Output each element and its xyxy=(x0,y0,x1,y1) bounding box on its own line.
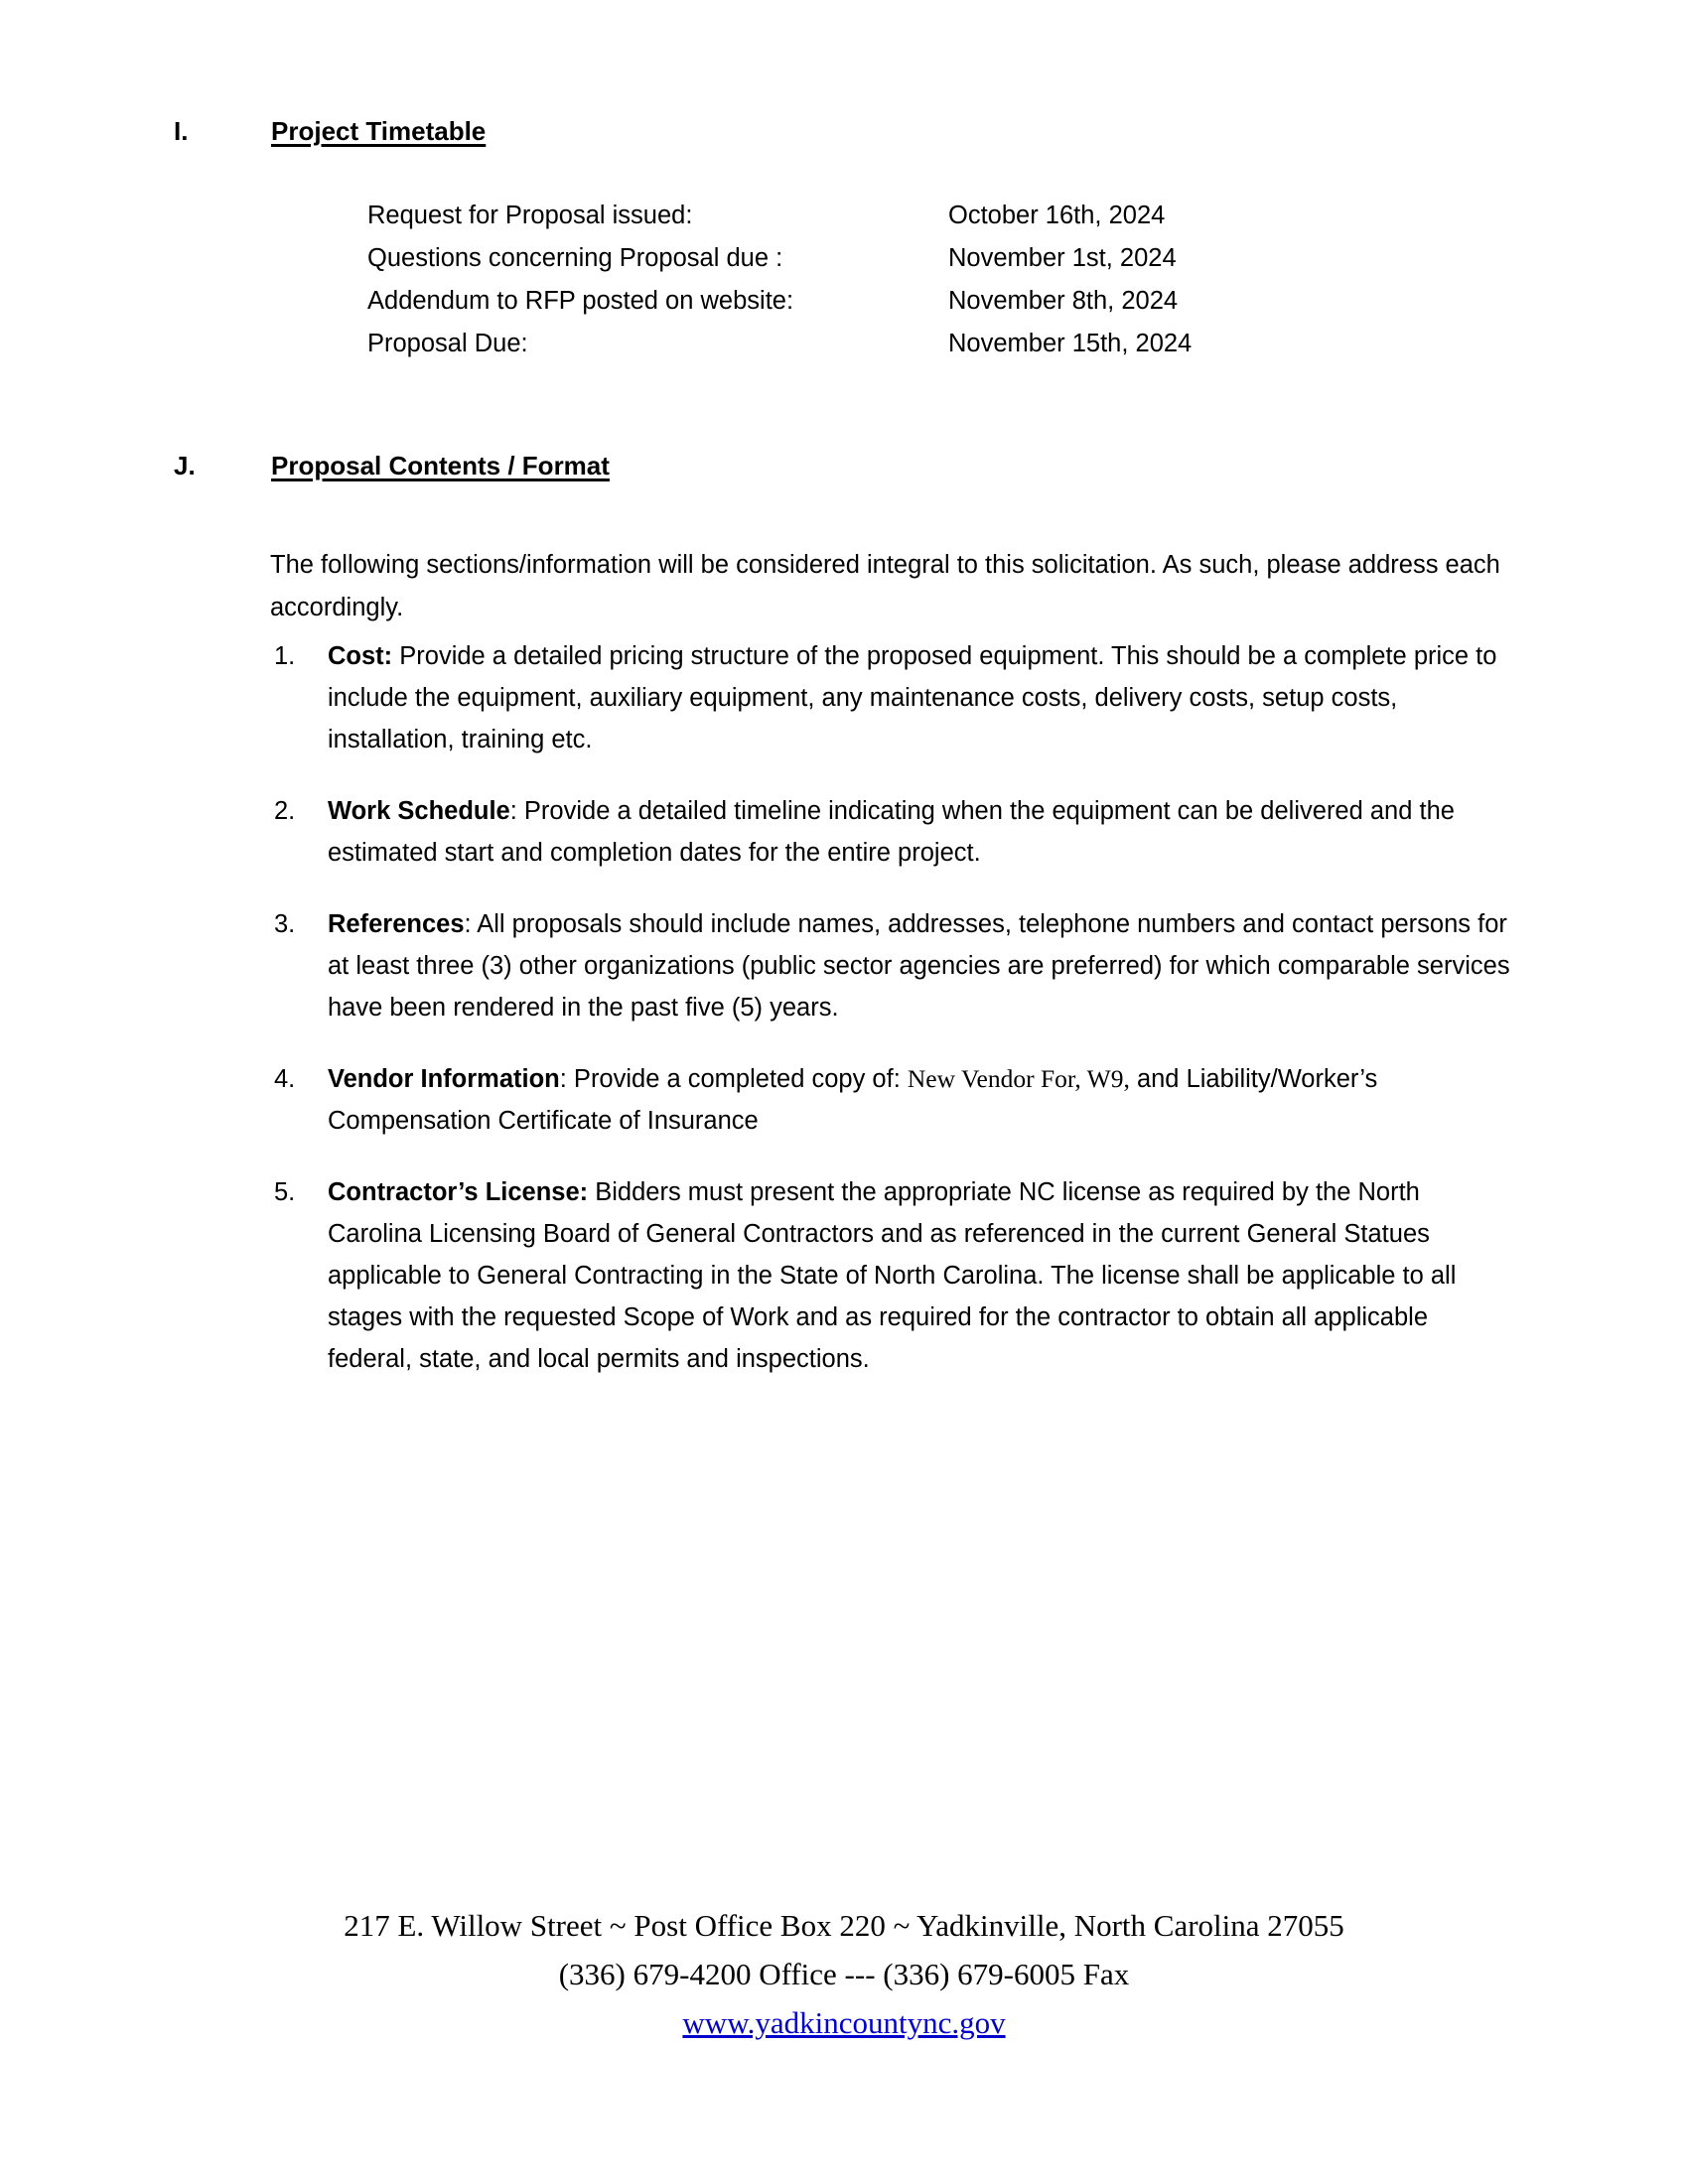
list-item-term: Work Schedule xyxy=(328,797,510,825)
proposal-contents-list xyxy=(270,635,1516,1380)
list-item-term: Contractor’s License: xyxy=(328,1178,589,1206)
section-title: Project Timetable xyxy=(271,116,487,146)
list-item-serif-run: New Vendor For, W9, xyxy=(907,1064,1130,1093)
timetable-date: November 8th, 2024 xyxy=(948,287,1179,315)
timetable-date: November 1st, 2024 xyxy=(948,244,1177,272)
timetable-date: November 15th, 2024 xyxy=(948,330,1193,357)
timetable-label: Proposal Due: xyxy=(367,330,528,357)
section-heading-project-timetable xyxy=(174,117,486,146)
timetable-label: Addendum to RFP posted on website: xyxy=(367,287,794,315)
list-item-body: : Provide a completed copy of: xyxy=(559,1065,908,1093)
section-title: Proposal Contents / Format xyxy=(271,451,610,480)
proposal-contents-intro: The following sections/information will be considered integral to this solicitation. As such, please address each accordingly. xyxy=(270,550,1500,621)
footer-phone: (336) 679-4200 Office --- (336) 679-6005 Fax xyxy=(558,1957,1130,1991)
section-heading-proposal-contents xyxy=(174,452,610,480)
list-item-body: : All proposals should include names, addresses, telephone numbers and contact persons for at least three (3) other organizations (public sector agencies are preferred) for which comparable services have been rendered in the past five (5) years. xyxy=(328,910,1510,1022)
section-letter: J. xyxy=(174,451,196,480)
list-item xyxy=(270,1058,1516,1142)
section-letter: I. xyxy=(174,116,189,146)
list-item-term: Cost: xyxy=(328,642,393,670)
footer-website-link[interactable]: www.yadkincountync.gov xyxy=(682,2005,1006,2040)
footer-address: 217 E. Willow Street ~ Post Office Box 220 ~ Yadkinville, North Carolina 27055 xyxy=(344,1908,1344,1943)
list-item-marker: 2. xyxy=(274,797,296,825)
list-item-marker: 4. xyxy=(274,1065,296,1093)
list-item xyxy=(270,635,1516,760)
list-item-body: : Provide a detailed timeline indicating when the equipment can be delivered and the estimated start and completion dates for the entire project. xyxy=(328,797,1455,867)
list-item xyxy=(270,1171,1516,1380)
list-item xyxy=(270,903,1516,1028)
list-item-marker: 5. xyxy=(274,1178,296,1206)
list-item-term: Vendor Information xyxy=(328,1065,560,1093)
project-timetable xyxy=(367,195,1192,365)
timetable-label: Questions concerning Proposal due : xyxy=(367,244,783,272)
list-item-marker: 1. xyxy=(274,642,296,670)
page-footer xyxy=(0,1901,1688,2047)
list-item-marker: 3. xyxy=(274,910,296,938)
list-item-body: Provide a detailed pricing structure of the proposed equipment. This should be a complete price to include the equipment, auxiliary equipment, any maintenance costs, delivery costs, setup costs, installation, training etc. xyxy=(328,642,1497,753)
list-item-body-tail: and Liability/Worker’s Compensation Certificate of Insurance xyxy=(328,1065,1378,1135)
list-item xyxy=(270,790,1516,874)
list-item-body: Bidders must present the appropriate NC license as required by the North Carolina Licensing Board of General Contractors and as referenced in the current General Statues applicable to General Contracting in the State of North Carolina. The license shall be applicable to all stages with the requested Scope of Work and as required for the contractor to obtain all applicable federal, state, and local permits and inspections. xyxy=(328,1178,1457,1373)
timetable-date: October 16th, 2024 xyxy=(948,202,1166,229)
list-item-term: References xyxy=(328,910,465,938)
timetable-label: Request for Proposal issued: xyxy=(367,202,693,229)
